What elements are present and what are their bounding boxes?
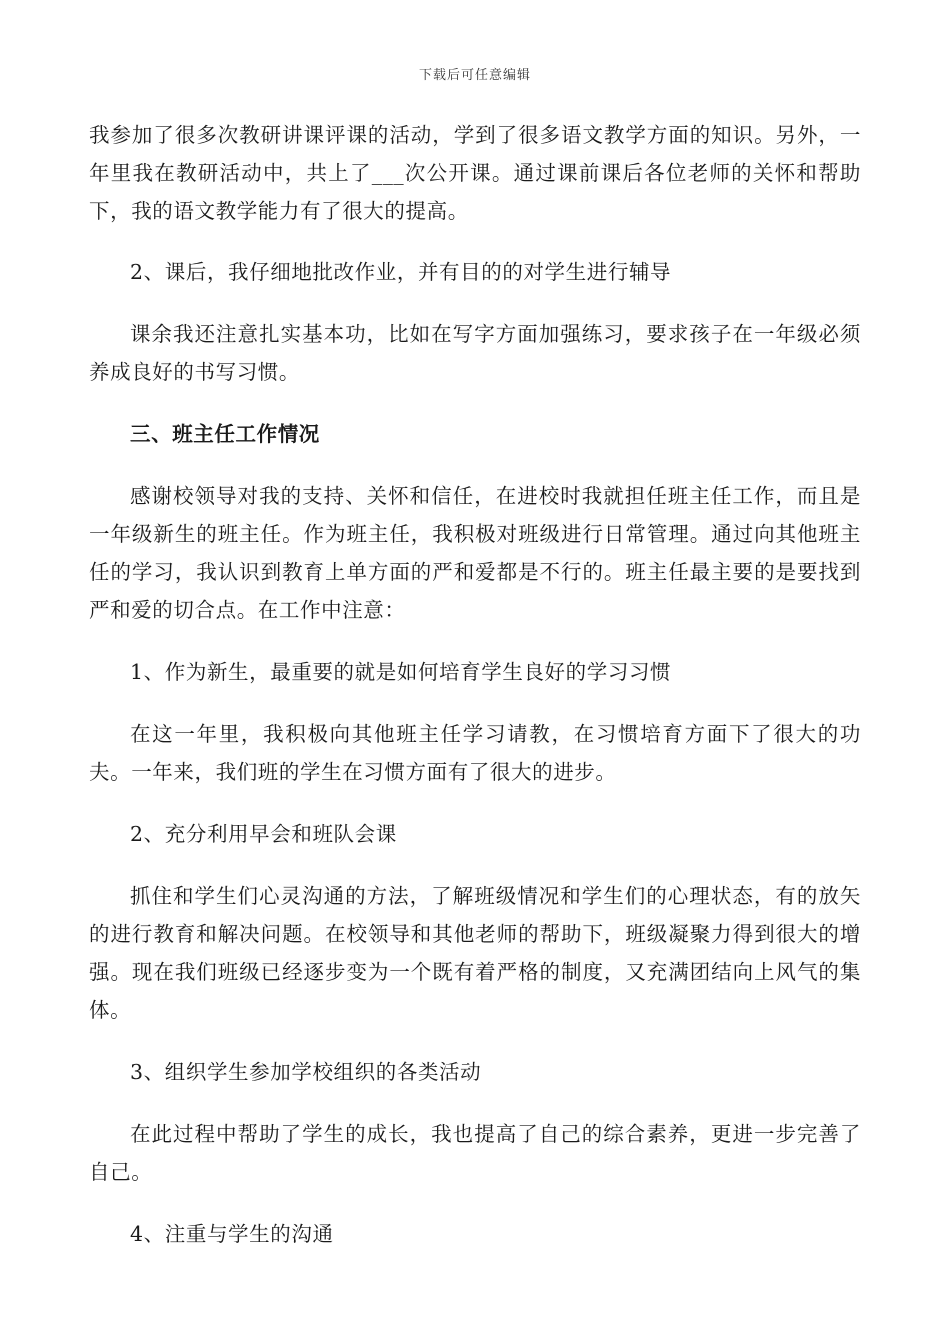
paragraph-item-morning-meeting: 2、充分利用早会和班队会课 [130,822,397,846]
paragraph-item-school-activities: 3、组织学生参加学校组织的各类活动 [130,1060,482,1084]
paragraph-item-student-communication: 4、注重与学生的沟通 [130,1222,334,1246]
document-body [89,116,861,1277]
paragraph-habits-progress: 在这一年里，我积极向其他班主任学习请教，在习惯培育方面下了很大的功夫。一年来，我们班的学生在习惯方面有了很大的进步。 [89,722,861,784]
paragraph-item-study-habits: 1、作为新生，最重要的就是如何培育学生良好的学习习惯 [130,660,672,684]
paragraph-handwriting-practice: 课余我还注意扎实基本功，比如在写字方面加强练习，要求孩子在一年级必须养成良好的书写习惯。 [89,322,861,384]
paragraph-self-improvement: 在此过程中帮助了学生的成长，我也提高了自己的综合素养，更进一步完善了自己。 [89,1122,861,1184]
page-header: 下载后可任意编辑 [418,68,531,83]
paragraph-teaching-research: 我参加了很多次教研讲课评课的活动，学到了很多语文教学方面的知识。另外，一年里我在教研活动中，共上了___次公开课。通过课前课后各位老师的关怀和帮助下，我的语文教学能力有了很大的提高。 [89,123,861,223]
paragraph-class-teacher-intro: 感谢校领导对我的支持、关怀和信任，在进校时我就担任班主任工作，而且是一年级新生的班主任。作为班主任，我积极对班级进行日常管理。通过向其他班主任的学习，我认识到教育上单方面的严和爱都是不行的。班主任最主要的是要找到严和爱的切合点。在工作中注意： [89,484,861,622]
paragraph-communication-method: 抓住和学生们心灵沟通的方法，了解班级情况和学生们的心理状态，有的放矢的进行教育和解决问题。在校领导和其他老师的帮助下，班级凝聚力得到很大的增强。现在我们班级已经逐步变为一个既有着严格的制度，又充满团结向上风气的集体。 [89,884,861,1022]
paragraph-item-after-class: 2、课后，我仔细地批改作业，并有目的的对学生进行辅导 [130,260,672,284]
section-heading-class-teacher: 三、班主任工作情况 [130,422,320,446]
